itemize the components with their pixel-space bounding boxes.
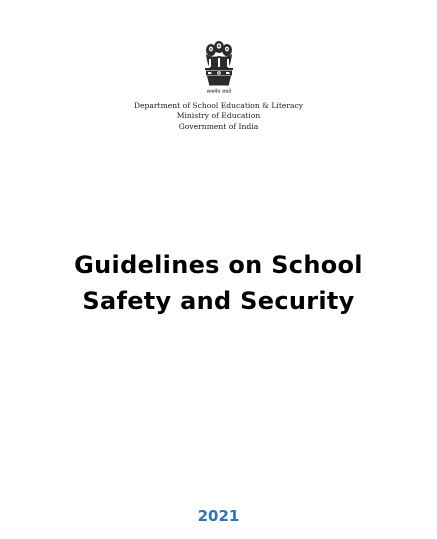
department-name: Department of School Education & Literacy [133,101,304,110]
emblem-caption: सत्यमेव जयते [206,89,232,95]
document-title [0,247,437,319]
title-line-2: Safety and Security [82,287,355,315]
publication-year: 2021 [197,507,240,525]
government-name: Government of India [178,121,259,131]
title-line-1: Guidelines on School [74,251,363,279]
national-emblem-icon [199,38,239,96]
ministry-name: Ministry of Education [176,111,261,121]
department-block [0,101,437,132]
